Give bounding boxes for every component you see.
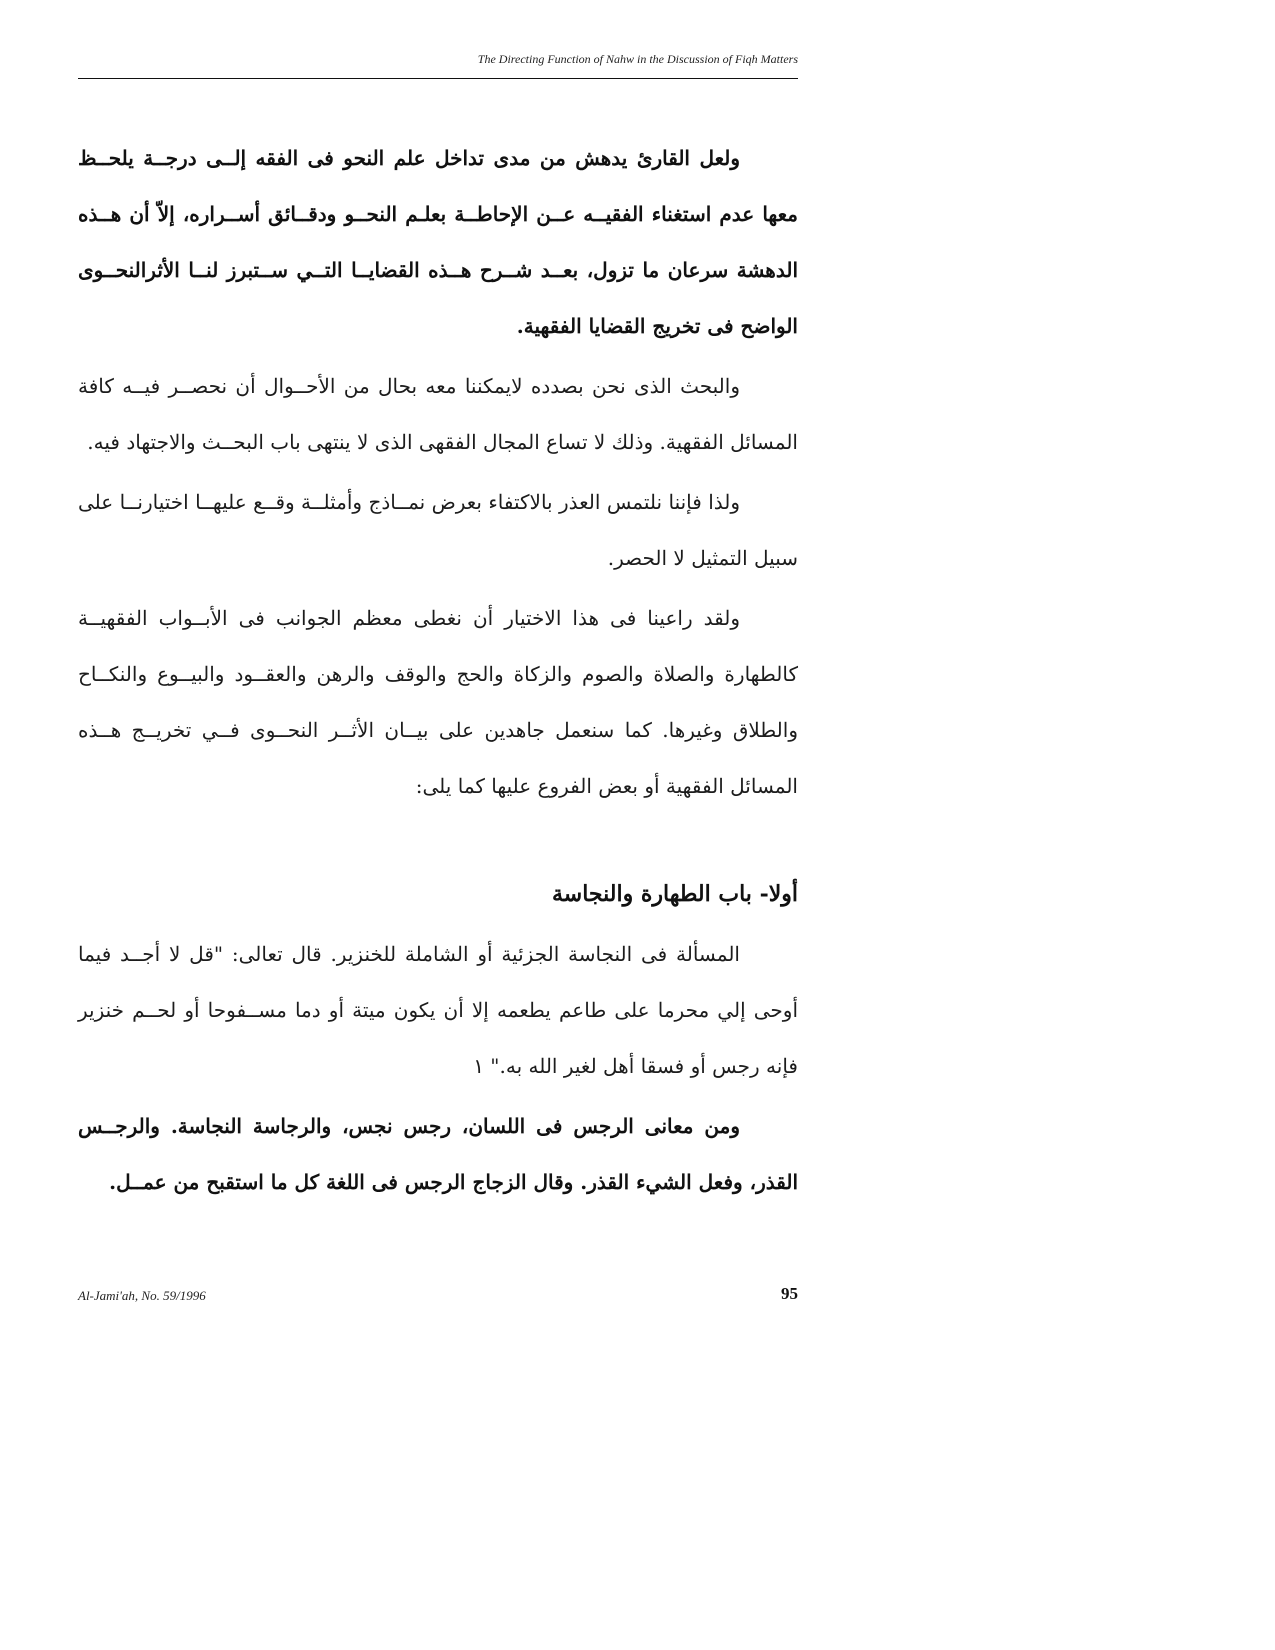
header-rule [78, 78, 798, 79]
paragraph-4: ولقد راعينا فى هذا الاختيار أن نغطى معظم الجوانب فى الأبــواب الفقهيــة كالطهارة والصلاة والصوم والزكاة والحج والوقف والرهن والعقــود والبيــوع والنكــاح والطلاق وغيرها. كما سنعمل جاهدين على بيــان الأثــر النحــوى فــي تخريــج هــذه المسائل الفقهية أو بعض الفروع عليها كما يلى: [78, 606, 798, 798]
paragraph-6: ومن معانى الرجس فى اللسان، رجس نجس، والرجاسة النجاسة. والرجــس القذر، وفعل الشيء القذر. وقال الزجاج الرجس فى اللغة كل ما استقبح من عمــل. [78, 1114, 798, 1194]
page-number: 95 [781, 1284, 798, 1303]
paragraph-2: والبحث الذى نحن بصدده لايمكننا معه بحال من الأحــوال أن نحصــر فيــه كافة المسائل الفقهية. وذلك لا تساع المجال الفقهى الذى لا ينتهى باب البحــث والاجتهاد فيه. [78, 374, 798, 454]
body-text [78, 130, 798, 1210]
paragraph-3: ولذا فإننا نلتمس العذر بالاكتفاء بعرض نمــاذج وأمثلــة وقــع عليهــا اختيارنــا على سبيل التمثيل لا الحصر. [78, 490, 798, 570]
section-heading: أولا- باب الطهارة والنجاسة [552, 881, 798, 907]
paragraph-1: ولعل القارئ يدهش من مدى تداخل علم النحو فى الفقه إلــى درجــة يلحــظ معها عدم استغناء الفقيــه عــن الإحاطــة بعلـم النحــو ودقــائق أســراره، إلاّ أن هــذه الدهشة سرعان ما تزول، بعــد شــرح هــذه القضايــا التــي ســتبرز لنــا الأثرالنحــوى الواضح فى تخريج القضايا الفقهية. [78, 146, 798, 338]
running-header: The Directing Function of Nahw in the Discussion of Fiqh Matters [477, 52, 798, 66]
paragraph-5: المسألة فى النجاسة الجزئية أو الشاملة للخنزير. قال تعالى: "قل لا أجــد فيما أوحى إلي محرما على طاعم يطعمه إلا أن يكون ميتة أو دما مســفوحا أو لحــم خنزير فإنه رجس أو فسقا أهل لغير الله به." ١ [78, 942, 798, 1078]
journal-citation: Al-Jami'ah, No. 59/1996 [78, 1288, 206, 1303]
